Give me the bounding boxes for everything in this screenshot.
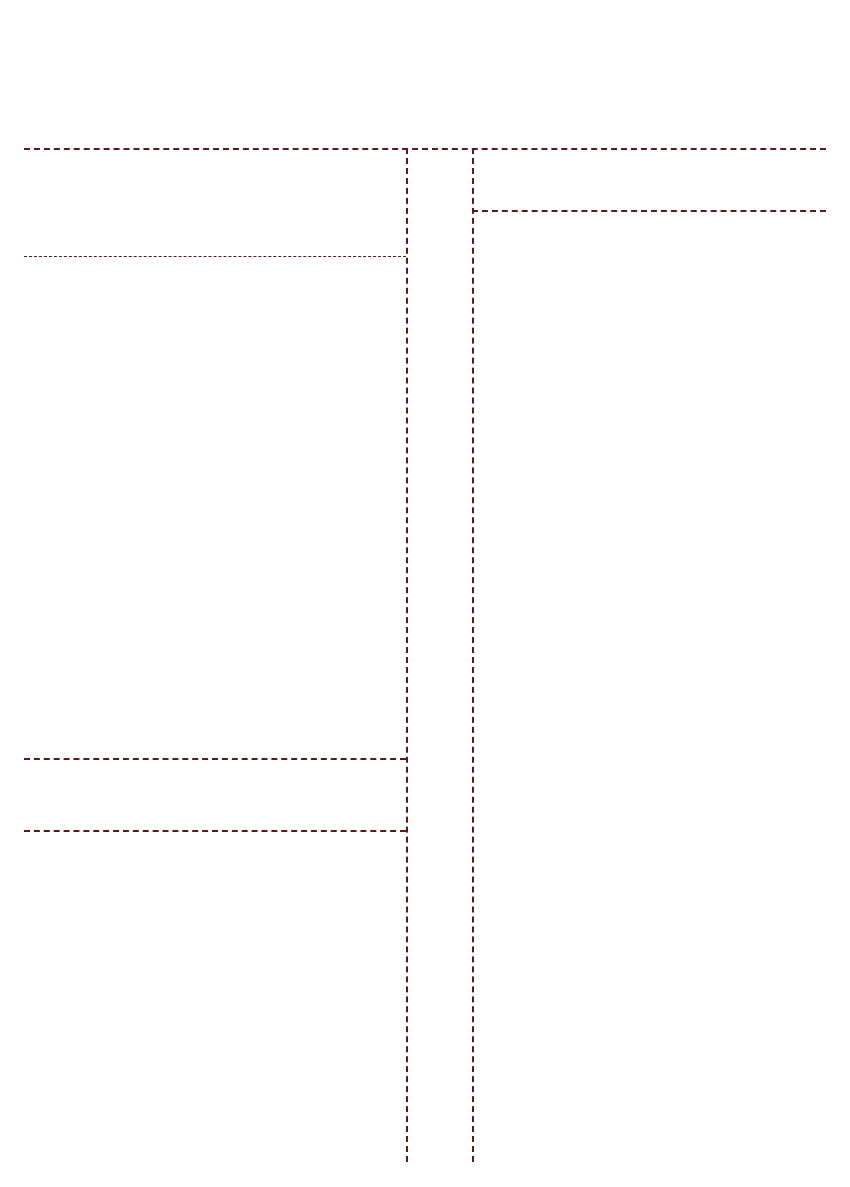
divider-header — [24, 148, 826, 150]
site-watermark — [772, 0, 850, 22]
divider-erdan — [24, 256, 406, 257]
divider-dingwei — [24, 830, 406, 832]
brand-logo — [34, 38, 394, 130]
divider-zonghe — [472, 210, 826, 212]
divider-left-middle — [24, 758, 406, 760]
border-bottom — [0, 1162, 850, 1187]
border-right — [826, 26, 850, 1162]
divider-right-column — [472, 148, 474, 1162]
border-left — [0, 26, 24, 1162]
border-top — [0, 0, 850, 26]
divider-left-column — [406, 148, 408, 1162]
